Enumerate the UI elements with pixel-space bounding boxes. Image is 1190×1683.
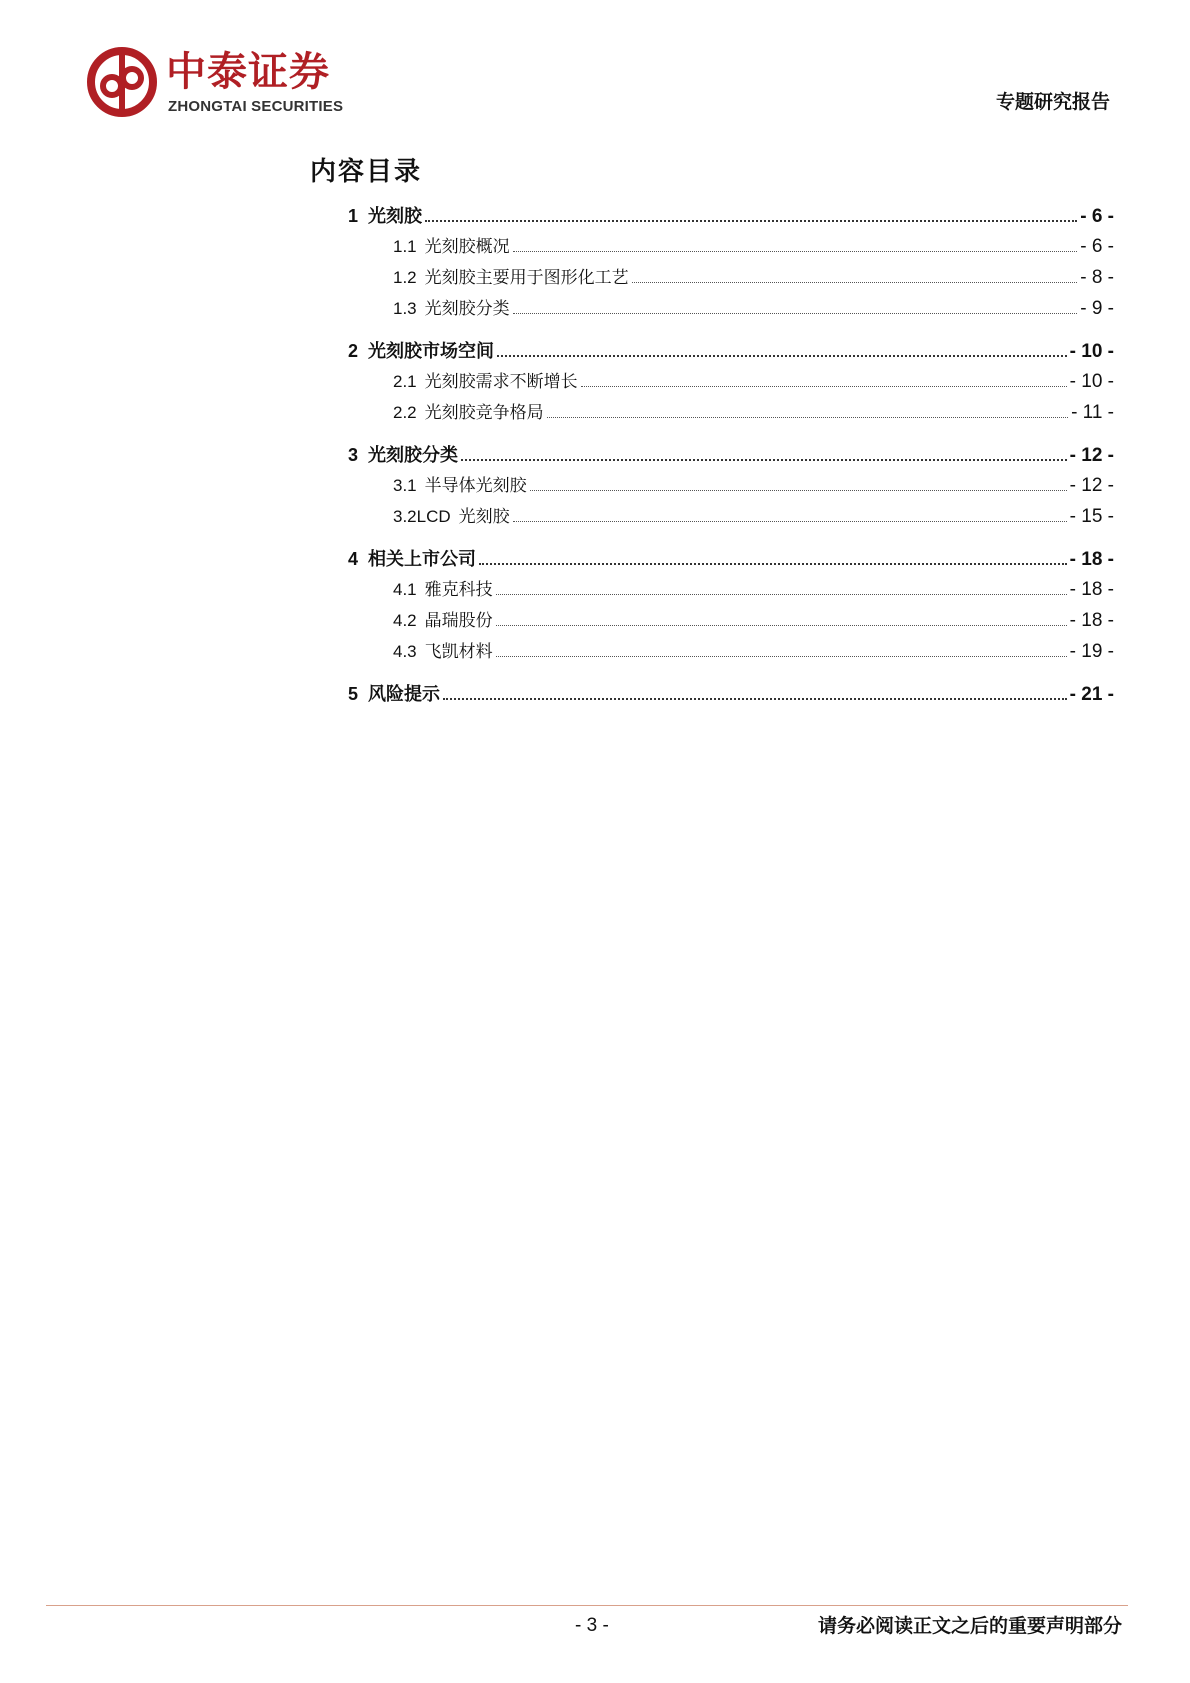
toc-section-entry[interactable]: [393, 505, 1114, 529]
toc-chapter-entry[interactable]: [348, 547, 1114, 571]
toc-entry-title: 光刻胶: [458, 507, 510, 527]
toc-entry-page: - 8 -: [1080, 267, 1114, 288]
toc-entry-title: 雅克科技: [424, 580, 493, 600]
toc-entry-number: 3.2LCD: [393, 507, 451, 526]
toc-entry-title: 光刻胶分类: [424, 299, 510, 319]
toc-entry-number: 3: [348, 445, 359, 465]
report-type-label: 专题研究报告: [995, 91, 1110, 113]
toc-dot-leader: [530, 476, 1067, 491]
toc-dot-leader: [581, 372, 1067, 387]
toc-entry-title: 飞凯材料: [424, 642, 493, 662]
toc-entry-number: 1.3: [393, 299, 417, 318]
toc-dot-leader: [547, 403, 1068, 418]
toc-entry-number: 1.1: [393, 237, 417, 256]
toc-entry-title: 光刻胶主要用于图形化工艺: [424, 268, 629, 288]
toc-entry-number: 1: [348, 206, 359, 226]
toc-dot-leader: [513, 237, 1078, 252]
toc-entry-page: - 18 -: [1069, 549, 1114, 570]
table-of-contents: [0, 0, 1190, 740]
toc-dot-leader: [496, 611, 1067, 626]
toc-section-entry[interactable]: [393, 266, 1114, 290]
toc-entry-page: - 6 -: [1080, 236, 1114, 257]
logo-name-en: ZHONGTAI SECURITIES: [168, 98, 344, 115]
toc-entry-number: 4.3: [393, 642, 417, 661]
toc-entry-number: 2.1: [393, 372, 417, 391]
toc-dot-leader: [513, 507, 1067, 522]
toc-entry-title: 风险提示: [368, 684, 441, 705]
toc-entry-page: - 18 -: [1069, 579, 1114, 600]
toc-entry-title: 光刻胶概况: [424, 237, 510, 257]
toc-dot-leader: [496, 642, 1067, 657]
toc-chapter-entry[interactable]: [348, 339, 1114, 363]
toc-entry-title: 光刻胶: [368, 206, 423, 227]
toc-dot-leader: [497, 341, 1067, 357]
toc-dot-leader: [513, 299, 1078, 314]
toc-title: 内容目录: [310, 157, 423, 187]
toc-entry-page: - 21 -: [1069, 684, 1114, 705]
toc-dot-leader: [425, 206, 1077, 222]
toc-entry-number: 3.1: [393, 476, 417, 495]
toc-entry-page: - 9 -: [1080, 298, 1114, 319]
toc-section-entry[interactable]: [393, 401, 1114, 425]
toc-entry-page: - 10 -: [1069, 371, 1114, 392]
toc-entry-page: - 11 -: [1071, 402, 1114, 423]
toc-section-entry[interactable]: [393, 578, 1114, 602]
footer-divider: [46, 1605, 1128, 1606]
toc-entry-title: 晶瑞股份: [424, 611, 493, 631]
toc-dot-leader: [479, 549, 1067, 565]
toc-entry-title: 光刻胶市场空间: [368, 341, 495, 362]
toc-chapter-entry[interactable]: [348, 443, 1114, 467]
toc-entry-number: 2: [348, 341, 359, 361]
toc-entry-page: - 12 -: [1069, 445, 1114, 466]
toc-dot-leader: [443, 684, 1067, 700]
footer-disclaimer: 请务必阅读正文之后的重要声明部分: [817, 1615, 1122, 1637]
toc-section-entry[interactable]: [393, 640, 1114, 664]
toc-entry-title: 光刻胶竞争格局: [424, 403, 544, 423]
toc-entry-page: - 15 -: [1069, 506, 1114, 527]
toc-chapter-entry[interactable]: [348, 204, 1114, 228]
toc-entry-title: 相关上市公司: [368, 549, 477, 570]
toc-entry-number: 2.2: [393, 403, 417, 422]
toc-entry-title: 光刻胶分类: [368, 445, 459, 466]
toc-entry-page: - 10 -: [1069, 341, 1114, 362]
toc-dot-leader: [632, 268, 1078, 283]
toc-section-entry[interactable]: [393, 609, 1114, 633]
toc-section-entry[interactable]: [393, 297, 1114, 321]
toc-entry-title: 光刻胶需求不断增长: [424, 372, 578, 392]
toc-dot-leader: [496, 580, 1067, 595]
toc-entry-title: 半导体光刻胶: [424, 476, 527, 496]
toc-entry-page: - 18 -: [1069, 610, 1114, 631]
toc-entry-number: 4.1: [393, 580, 417, 599]
logo-name-cn: 中泰证券: [166, 49, 330, 95]
toc-section-entry[interactable]: [393, 235, 1114, 259]
toc-section-entry[interactable]: [393, 370, 1114, 394]
toc-section-entry[interactable]: [393, 474, 1114, 498]
toc-entry-number: 4: [348, 549, 359, 569]
toc-entry-page: - 6 -: [1080, 206, 1114, 227]
toc-entry-number: 1.2: [393, 268, 417, 287]
toc-entry-page: - 19 -: [1069, 641, 1114, 662]
page-number: - 3 -: [575, 1615, 609, 1636]
toc-chapter-entry[interactable]: [348, 682, 1114, 706]
toc-entry-number: 4.2: [393, 611, 417, 630]
toc-entry-number: 5: [348, 684, 359, 704]
toc-dot-leader: [461, 445, 1067, 461]
toc-entry-page: - 12 -: [1069, 475, 1114, 496]
